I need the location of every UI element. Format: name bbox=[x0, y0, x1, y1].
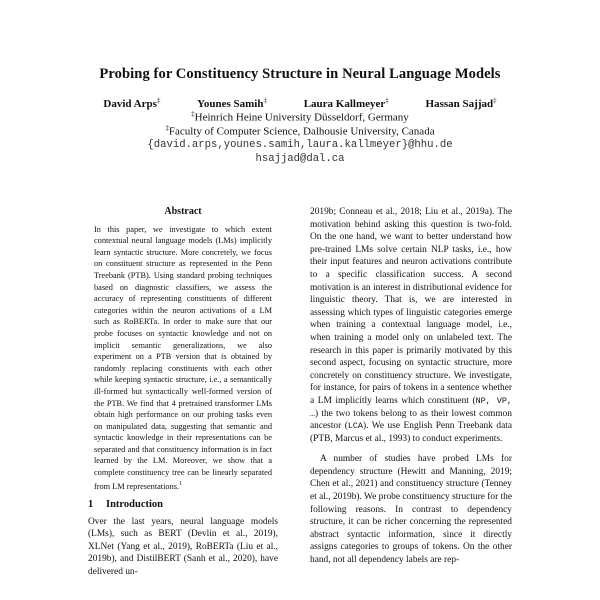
author-samih: Younes Samih‡ bbox=[197, 96, 267, 110]
paper-title: Probing for Constituency Structure in Neural Language Models bbox=[99, 66, 501, 82]
author-arps: David Arps‡ bbox=[103, 96, 161, 110]
affiliation-dal: ‡Faculty of Computer Science, Dalhousie University, Canada bbox=[165, 124, 435, 138]
section-heading-introduction: 1 Introduction bbox=[88, 499, 163, 511]
abstract-heading: Abstract bbox=[164, 206, 202, 217]
introduction-text: Over the last years, neural language models (LMs), such as BERT (Devlin et al., 2019), XLNet (Yang et al., 2019), RoBERTa (Liu et al., 2019b), and DistilBERT (Sanh et al., 2020), have delivered un- bbox=[88, 516, 278, 577]
abstract-text: In this paper, we investigate to which extent contextual neural language models (LMs) implicitly learn syntactic structure. More concretely, we focus on constituent structure as represented in the Penn Treebank (PTB). Using standard probing techniques based on diagnostic classifiers, we assess the accuracy of representing constituents of different categories within the neuron activations of a LM such as RoBERTa. In order to make sure that our probe focuses on syntactic knowledge and not on implicit semantic generalizations, we also experiment on a PTB version that is obtained by randomly replacing constituents with each other while keeping syntactic structure, i.e., a semantically ill-formed but syntactically well-formed version of the PTB. We find that 4 pretrained transformer LMs obtain high performance on our probing tasks even on manipulated data, suggesting that semantic and syntactic knowledge in their representations can be separated and that constituency information is in fact learned by the LM. Moreover, we show that a complete constituency tree can be linearly separated from LM representations.$^1$ bbox=[94, 224, 272, 491]
author-list bbox=[0, 96, 600, 110]
paragraph-related-work: A number of studies have probed LMs for dependency structure (Hewitt and Manning, 2019; Chen et al., 2021) and constituency structure (Tenney et al., 2019b). We probe constituency structure for the following reasons. In contrast to dependency structure, it can be richer concerning the represented abstract syntactic information, since it directly assigns categories to groups of tokens. On the other hand, not all dependency labels are rep- bbox=[310, 454, 512, 566]
footnote-marker: 1 bbox=[179, 480, 183, 487]
author-sajjad: Hassan Sajjad‡ bbox=[425, 96, 497, 110]
right-column bbox=[310, 206, 512, 567]
paragraph-motivation: 2019b; Conneau et al., 2018; Liu et al., 2019a). The motivation behind asking this question is two-fold. On the one hand, we want to better understand how pre-trained LMs solve certain NLP tasks, i.e., how their input features and neuron activations contribute to a specific classification success. A second motivation is an interest in distributional evidence for linguistic theory. That is, we are interested in assessing which types of linguistic categories emerge when training a contextual language model, i.e., when training a model only on unlabeled text. The research in this paper is primarily motivated by this second aspect, focusing on syntactic structure, more concretely on constituency structure. We investigate, for instance, for pairs of tokens in a sentence whether a LM implicitly learns which constituent (NP, VP, …) the two tokens belong to as their lowest common ancestor (LCA). We use English Penn Treebank data (PTB, Marcus et al., 1993) to conduct experiments. bbox=[310, 207, 512, 444]
affiliation-hhu: ‡Heinrich Heine University Düsseldorf, Germany bbox=[191, 110, 409, 124]
email-dal: hsajjad@dal.ca bbox=[255, 153, 345, 165]
email-hhu: {david.arps,younes.samih,laura.kallmeyer}@hhu.de bbox=[147, 139, 453, 151]
author-kallmeyer: Laura Kallmeyer‡ bbox=[303, 96, 389, 110]
left-column bbox=[88, 206, 278, 579]
